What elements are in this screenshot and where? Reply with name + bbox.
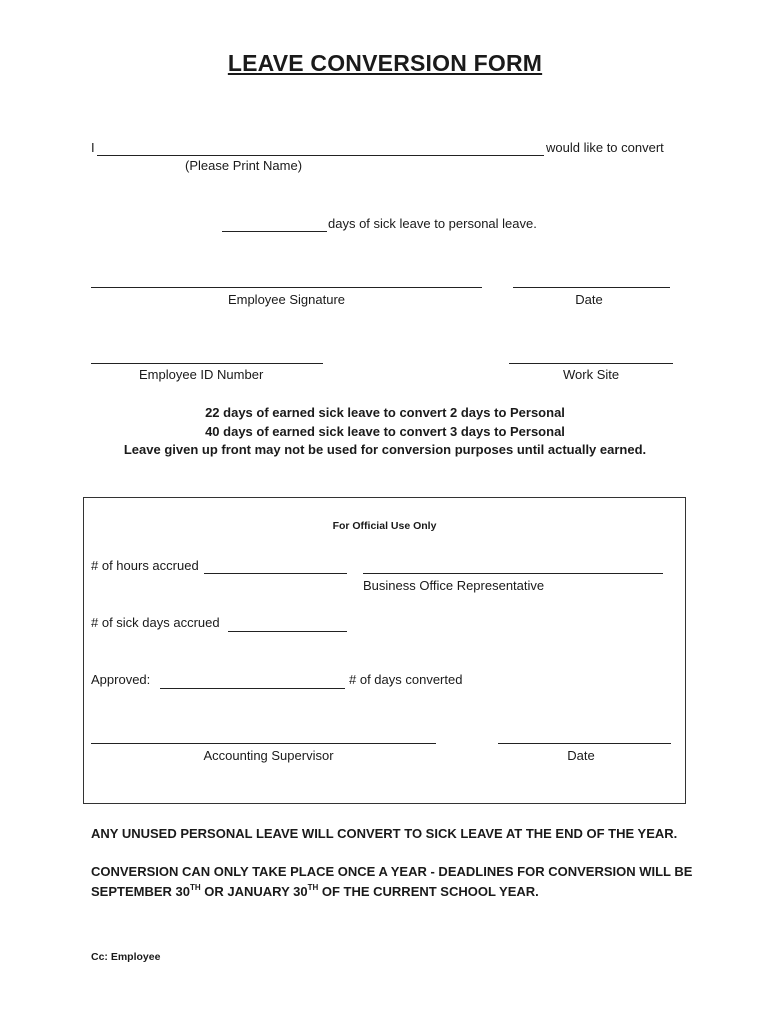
sick-days-accrued-label: # of sick days accrued <box>91 615 220 630</box>
employee-signature-label: Employee Signature <box>227 292 346 307</box>
cc-footer: Cc: Employee <box>91 951 161 963</box>
days-converted-label: # of days converted <box>349 672 463 687</box>
name-prefix: I <box>91 140 95 155</box>
business-office-field-line[interactable] <box>363 573 663 574</box>
th-superscript: TH <box>307 883 319 892</box>
approved-label: Approved: <box>91 672 151 687</box>
january-date: OR JANUARY 30 <box>200 884 308 899</box>
unused-leave-notice: ANY UNUSED PERSONAL LEAVE WILL CONVERT TO SICK LEAVE AT THE END OF THE YEAR. <box>91 826 678 841</box>
signature-date-label: Date <box>575 292 603 307</box>
business-office-label: Business Office Representative <box>363 578 545 593</box>
rule-line-1: 22 days of earned sick leave to convert 2 days to Personal <box>205 405 565 420</box>
accounting-supervisor-label: Accounting Supervisor <box>203 748 334 763</box>
hours-accrued-label: # of hours accrued <box>91 558 199 573</box>
signature-field-line[interactable] <box>91 287 482 288</box>
conversion-notice-line-2 <box>91 883 539 899</box>
employee-id-field-line[interactable] <box>91 363 323 364</box>
page-title: LEAVE CONVERSION FORM <box>227 50 543 76</box>
approved-field-line[interactable] <box>160 688 345 689</box>
work-site-label: Work Site <box>563 367 620 382</box>
hours-accrued-field-line[interactable] <box>204 573 347 574</box>
th-superscript: TH <box>189 883 201 892</box>
days-text: days of sick leave to personal leave. <box>328 216 537 231</box>
supervisor-date-label: Date <box>567 748 595 763</box>
name-suffix: would like to convert <box>546 140 664 155</box>
name-field-line[interactable] <box>97 155 544 156</box>
supervisor-field-line[interactable] <box>91 743 436 744</box>
rule-line-3: Leave given up front may not be used for conversion purposes until actually earned. <box>123 442 647 457</box>
rule-line-2: 40 days of earned sick leave to convert 3 days to Personal <box>205 424 565 439</box>
name-caption: (Please Print Name) <box>185 158 303 173</box>
supervisor-date-field-line[interactable] <box>498 743 671 744</box>
signature-date-field-line[interactable] <box>513 287 670 288</box>
days-field-line[interactable] <box>222 231 327 232</box>
official-use-heading: For Official Use Only <box>332 520 437 532</box>
employee-id-label: Employee ID Number <box>139 367 264 382</box>
school-year-text: OF THE CURRENT SCHOOL YEAR. <box>318 884 539 899</box>
sick-days-accrued-field-line[interactable] <box>228 631 347 632</box>
september-date: SEPTEMBER 30 <box>91 884 190 899</box>
work-site-field-line[interactable] <box>509 363 673 364</box>
conversion-notice-line-1: CONVERSION CAN ONLY TAKE PLACE ONCE A YEAR - DEADLINES FOR CONVERSION WILL BE <box>91 864 693 879</box>
